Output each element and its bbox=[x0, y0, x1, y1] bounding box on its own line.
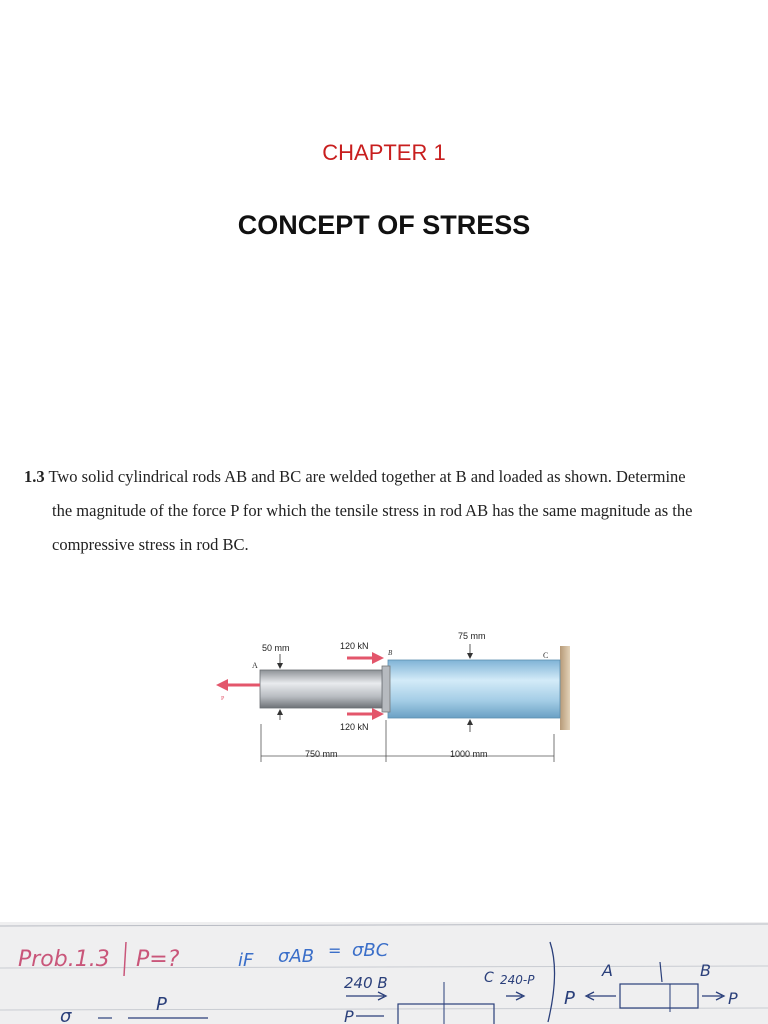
weld-collar bbox=[382, 666, 390, 712]
notes-sketch bbox=[0, 922, 768, 1024]
note-prob: Prob.1.3 bbox=[18, 947, 110, 972]
note-sigma-bc: σBC bbox=[352, 940, 389, 961]
note-sigma-ab: σAB bbox=[278, 946, 315, 967]
note-question: P=? bbox=[136, 947, 180, 972]
problem-text-1: Two solid cylindrical rods AB and BC are welded together at B and loaded as shown. Determine bbox=[48, 467, 686, 486]
note-p-frag: P bbox=[344, 1007, 354, 1024]
dia-bc-arrowhead-bottom bbox=[467, 719, 473, 725]
label-c: C bbox=[543, 651, 549, 660]
note-equals: = bbox=[328, 941, 342, 960]
dia-bc-arrowhead-top bbox=[467, 653, 473, 659]
label-a: A bbox=[252, 661, 258, 670]
note-p-left: P bbox=[564, 988, 575, 1009]
rod-bc bbox=[388, 660, 560, 718]
problem-line-3: compressive stress in rod BC. bbox=[52, 535, 249, 554]
load-top-arrowhead bbox=[372, 652, 384, 664]
note-240-b: 240 B bbox=[344, 974, 388, 992]
label-b: B bbox=[388, 649, 393, 657]
len-ab-label: 750 mm bbox=[305, 749, 338, 759]
problem-line-2: the magnitude of the force P for which the tensile stress in rod AB has the same magnitude as the bbox=[52, 501, 693, 520]
note-tick bbox=[660, 962, 662, 982]
note-240-p: 240-P bbox=[500, 973, 535, 987]
note-b: B bbox=[700, 961, 711, 980]
notebook-rule-2 bbox=[0, 966, 768, 968]
rod-diagram bbox=[212, 620, 582, 770]
note-rod-box-1 bbox=[398, 1004, 494, 1024]
dia-bc-label: 75 mm bbox=[458, 631, 486, 641]
notebook-rule-1 bbox=[0, 924, 768, 926]
note-a: A bbox=[602, 961, 613, 980]
chapter-title: CONCEPT OF STRESS bbox=[237, 210, 531, 240]
note-rod-box-2 bbox=[620, 984, 698, 1008]
note-p-right: P bbox=[728, 989, 738, 1008]
fixed-wall bbox=[560, 646, 570, 730]
note-c: C bbox=[484, 970, 494, 986]
handwritten-notes bbox=[0, 922, 768, 1024]
problem-line-1 bbox=[24, 460, 724, 494]
dia-ab-arrowhead-bottom bbox=[277, 709, 283, 715]
dia-ab-label: 50 mm bbox=[262, 643, 290, 653]
force-p-arrowhead bbox=[216, 679, 228, 691]
note-sigma: σ bbox=[60, 1006, 72, 1024]
label-p: P bbox=[221, 696, 225, 702]
len-bc-label: 1000 mm bbox=[450, 749, 488, 759]
chapter-label: CHAPTER 1 bbox=[322, 140, 446, 165]
note-if: iF bbox=[238, 950, 254, 971]
rod-figure bbox=[212, 620, 582, 775]
problem-statement bbox=[24, 460, 724, 562]
load-bottom-label: 120 kN bbox=[340, 722, 369, 732]
note-p-frac: P bbox=[156, 994, 167, 1015]
rod-ab bbox=[260, 670, 382, 708]
note-divider bbox=[124, 942, 126, 976]
problem-number: 1.3 bbox=[24, 467, 45, 486]
dia-ab-arrowhead-top bbox=[277, 663, 283, 669]
note-bracket bbox=[548, 942, 555, 1022]
load-top-label: 120 kN bbox=[340, 641, 369, 651]
